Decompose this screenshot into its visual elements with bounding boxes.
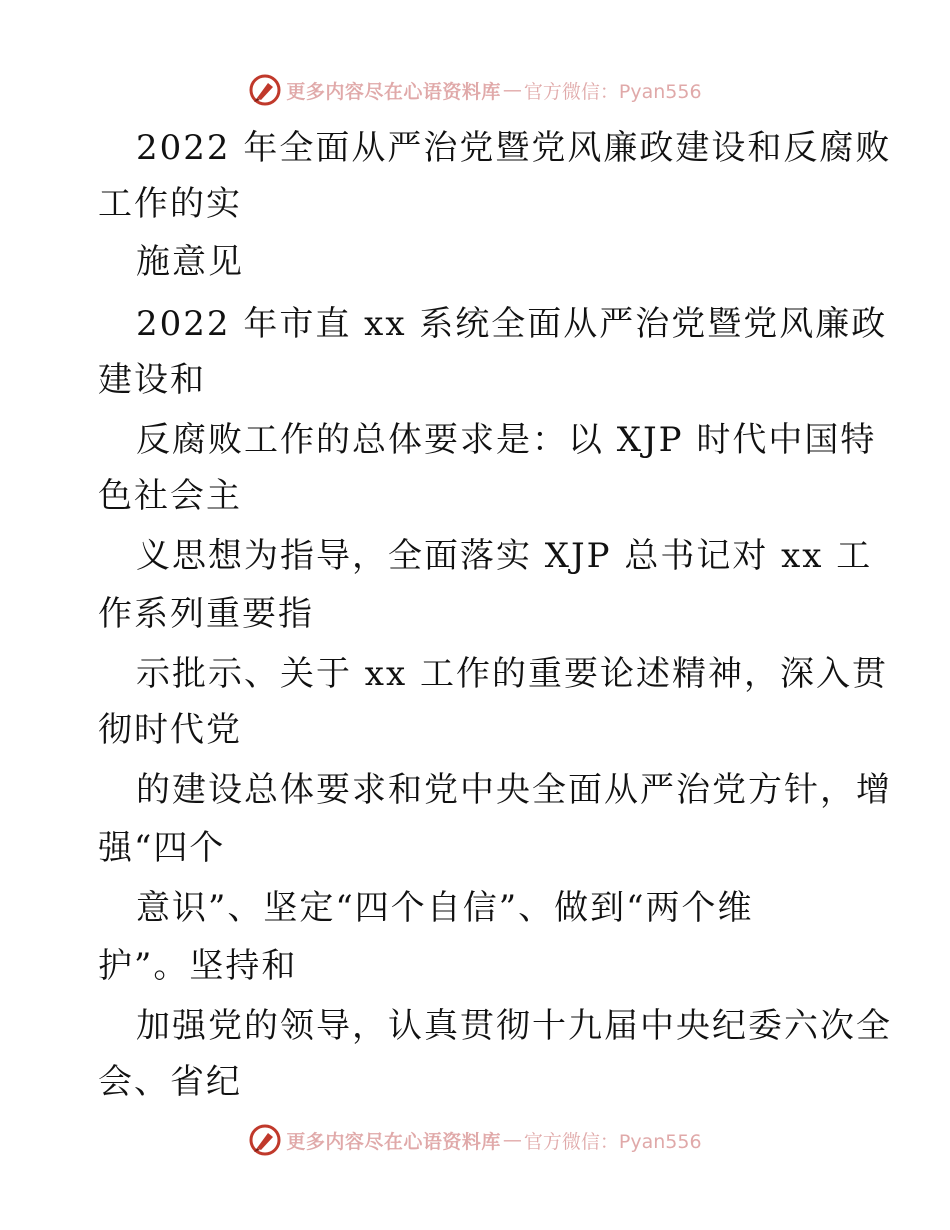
document-line: 意识”、坚定“四个自信”、做到“两个维 bbox=[136, 888, 754, 928]
footer-watermark-banner bbox=[0, 1120, 950, 1160]
document-line: 义思想为指导，全面落实 XJP 总书记对 xx 工 bbox=[136, 536, 873, 576]
document-line: 色社会主 bbox=[98, 476, 242, 516]
document-line: 示批示、关于 xx 工作的重要论述精神，深入贯 bbox=[136, 654, 888, 694]
banner-separator: — bbox=[502, 1129, 522, 1151]
document-line: 施意见 bbox=[136, 242, 244, 282]
banner-wechat: 官方微信：Pyan556 bbox=[523, 1130, 702, 1153]
document-line: 作系列重要指 bbox=[98, 594, 314, 634]
banner-wechat: 官方微信：Pyan556 bbox=[523, 80, 702, 103]
document-line: 护”。坚持和 bbox=[98, 946, 298, 986]
banner-text: 更多内容尽在心语资料库 bbox=[286, 80, 501, 103]
document-line: 会、省纪 bbox=[98, 1062, 242, 1102]
pen-nib-logo-icon bbox=[248, 73, 282, 107]
document-line: 2022 年全面从严治党暨党风廉政建设和反腐败 bbox=[136, 128, 892, 168]
document-line: 强“四个 bbox=[98, 828, 226, 868]
document-line: 工作的实 bbox=[98, 184, 242, 224]
document-line: 的建设总体要求和党中央全面从严治党方针，增 bbox=[136, 770, 892, 810]
document-line: 彻时代党 bbox=[98, 710, 242, 750]
pen-nib-logo-icon bbox=[248, 1123, 282, 1157]
document-line: 建设和 bbox=[98, 360, 206, 400]
header-watermark-banner bbox=[0, 70, 950, 110]
banner-text: 更多内容尽在心语资料库 bbox=[286, 1130, 501, 1153]
banner-separator: — bbox=[502, 79, 522, 101]
document-line: 加强党的领导，认真贯彻十九届中央纪委六次全 bbox=[136, 1006, 892, 1046]
document-line: 2022 年市直 xx 系统全面从严治党暨党风廉政 bbox=[136, 304, 888, 344]
document-line: 反腐败工作的总体要求是：以 XJP 时代中国特 bbox=[136, 420, 877, 460]
